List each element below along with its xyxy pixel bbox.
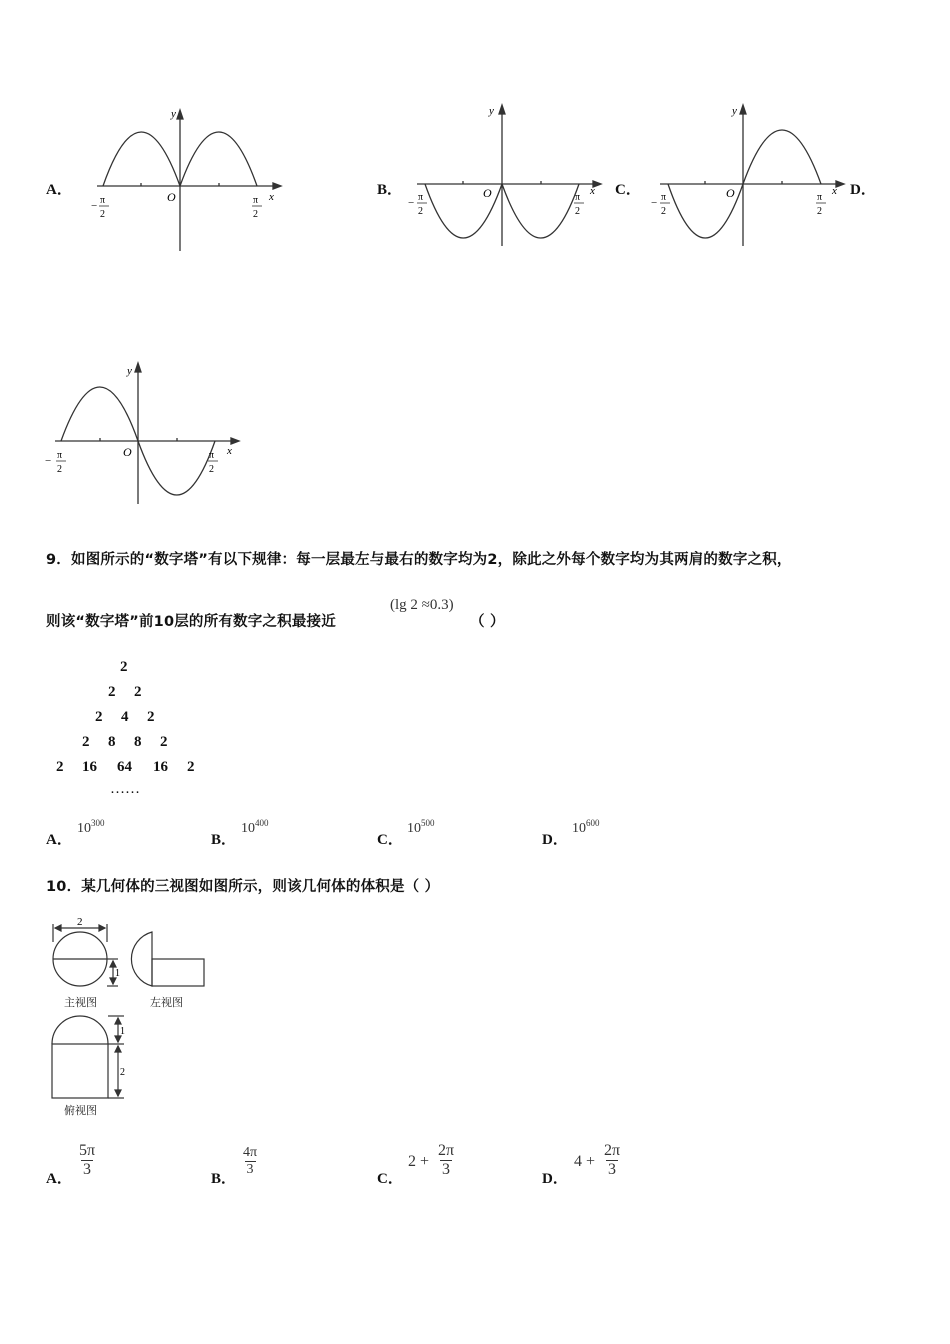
option-b-label: B． [211,832,237,848]
two-label: 2 [100,209,105,220]
option-b-label: B． [211,1171,237,1187]
two-label: 2 [57,464,62,475]
two-label: 2 [661,206,666,217]
option-c-label: C． [377,1171,403,1187]
dim-h1: 1 [115,968,120,979]
pi-label: π [418,192,424,203]
log-hint: (lg 2 ≈0.3) [390,597,454,613]
origin-label: O [167,190,176,204]
graph-b [405,100,605,250]
pi-label: π [253,195,259,206]
tower-number: 2 [82,734,90,750]
tower-number: 16 [153,759,168,775]
option-b-value: $\frac{4\pi}{3}$ [243,1145,258,1177]
option-c-value: $10^{500}$ [407,818,435,836]
dim-width: 2 [77,916,83,928]
option-c-prefix: 2 + [408,1153,430,1170]
answer-parentheses: （ ） [470,614,505,630]
tower-number: 2 [108,684,116,700]
x-axis-label: x [269,191,274,203]
two-label: 2 [575,206,580,217]
option-d-value: $10^{600}$ [572,818,600,836]
y-axis-label: y [489,105,494,117]
tower-number: 2 [134,684,142,700]
option-b-value: $10^{400}$ [241,818,269,836]
top-view-caption: 俯视图 [64,1104,97,1117]
question-9-line-2: 则该“数字塔”前10层的所有数字之积最接近 [46,614,336,630]
pi-label: π [100,195,106,206]
tower-number: 16 [82,759,97,775]
tower-number: 2 [187,759,195,775]
tower-number: 4 [121,709,129,725]
y-axis-label: y [127,365,132,377]
tower-number: 2 [160,734,168,750]
graph-d [43,358,243,508]
minus-sign: − [45,455,52,467]
pi-label: π [575,192,581,203]
minus-sign: − [408,197,415,209]
option-a-value: $\frac{5\pi}{3}$ [79,1142,96,1178]
x-axis-label: x [832,185,837,197]
option-c-value: $\frac{2\pi}{3}$ [438,1142,455,1178]
option-c-label: C． [615,182,641,198]
two-label: 2 [209,464,214,475]
tower-number: 2 [95,709,103,725]
pi-label: π [817,192,823,203]
y-axis-label: y [732,105,737,117]
option-c-label: C． [377,832,403,848]
pi-label: π [209,450,215,461]
dim-top2: 2 [120,1067,125,1078]
dim-top1: 1 [120,1026,125,1037]
pi-label: π [57,450,63,461]
origin-label: O [483,186,492,200]
graph-c [648,100,848,250]
option-a-label: A． [46,182,72,198]
origin-label: O [726,186,735,200]
minus-sign: − [651,197,658,209]
two-label: 2 [253,209,258,220]
option-b-label: B． [377,182,403,198]
tower-number: 8 [134,734,142,750]
option-a-label: A． [46,1171,72,1187]
x-axis-label: x [590,185,595,197]
pi-label: π [661,192,667,203]
origin-label: O [123,445,132,459]
question-9-line-1: 9．如图所示的“数字塔”有以下规律：每一层最左与最右的数字均为2，除此之外每个数字均为其两肩的数字之积， [46,552,792,568]
front-view-caption: 主视图 [64,996,97,1009]
tower-number: 8 [108,734,116,750]
two-label: 2 [817,206,822,217]
option-d-label: D． [542,1171,568,1187]
y-axis-label: y [171,108,176,120]
option-d-value: $\frac{2\pi}{3}$ [604,1142,621,1178]
option-a-value: $10^{300}$ [77,818,105,836]
tower-ellipsis: …… [110,781,140,797]
tower-number: 2 [56,759,64,775]
question-10-stem: 10．某几何体的三视图如图所示，则该几何体的体积是（ ） [46,879,440,895]
minus-sign: − [91,200,98,212]
two-label: 2 [418,206,423,217]
option-a-label: A． [46,832,72,848]
x-axis-label: x [227,445,232,457]
option-d-label: D． [850,182,876,198]
side-view-caption: 左视图 [150,996,183,1009]
tower-number: 2 [120,659,128,675]
tower-number: 64 [117,759,132,775]
option-d-label: D． [542,832,568,848]
tower-number: 2 [147,709,155,725]
graph-a [85,105,285,255]
three-view-drawing [44,912,224,1122]
option-d-prefix: 4 + [574,1153,596,1170]
